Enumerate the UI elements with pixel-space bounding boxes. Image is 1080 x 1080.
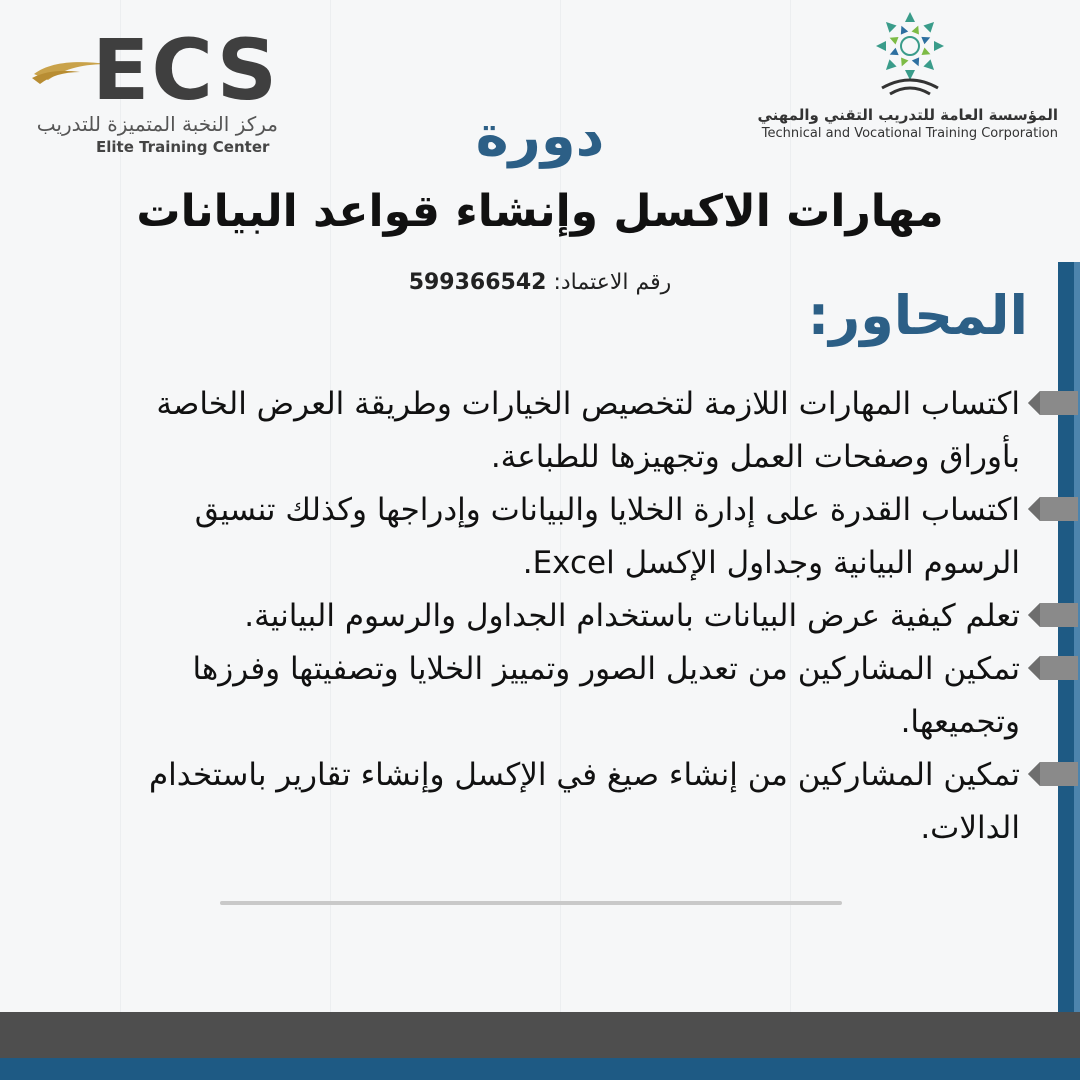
arrow-marker-icon — [1028, 495, 1078, 523]
footer-accent-band — [0, 1058, 1080, 1080]
course-title: مهارات الاكسل وإنشاء قواعد البيانات — [136, 186, 944, 237]
accreditation-label: رقم الاعتماد: — [553, 270, 672, 295]
list-item — [90, 590, 1020, 643]
divider — [220, 901, 842, 905]
tvtc-arabic-name: المؤسسة العامة للتدريب التقني والمهني — [757, 106, 1058, 124]
arrow-marker-icon — [1028, 654, 1078, 682]
accreditation-number: 599366542 — [408, 270, 547, 295]
list-item — [90, 484, 1020, 590]
axis-item-text: تمكين المشاركين من إنشاء صيغ في الإكسل وإنشاء تقارير باستخدام الدالات. — [148, 757, 1020, 846]
axes-list — [90, 378, 1020, 855]
arrow-marker-icon — [1028, 601, 1078, 629]
list-item — [90, 643, 1020, 749]
list-item — [90, 378, 1020, 484]
axis-item-text: اكتساب المهارات اللازمة لتخصيص الخيارات وطريقة العرض الخاصة بأوراق وصفحات العمل وتجهيزها للطباعة. — [156, 386, 1020, 475]
arrow-marker-icon — [1028, 760, 1078, 788]
footer-band — [0, 1012, 1080, 1062]
tvtc-emblem-icon — [868, 8, 952, 98]
tvtc-english-name: Technical and Vocational Training Corporation — [761, 126, 1058, 141]
axis-item-text: تعلم كيفية عرض البيانات باستخدام الجداول والرسوم البيانية. — [244, 598, 1020, 634]
axis-item-text: تمكين المشاركين من تعديل الصور وتمييز الخلايا وتصفيتها وفرزها وتجميعها. — [192, 651, 1020, 740]
ecs-wordmark: ECS — [92, 21, 280, 119]
ecs-arabic-name: مركز النخبة المتميزة للتدريب — [36, 112, 278, 136]
ecs-english-name: Elite Training Center — [96, 138, 270, 156]
course-label: دورة — [475, 104, 605, 169]
arrow-marker-icon — [1028, 389, 1078, 417]
axis-item-text: اكتساب القدرة على إدارة الخلايا والبيانات وإدراجها وكذلك تنسيق الرسوم البيانية وجداول الإكسل Excel. — [194, 492, 1020, 581]
axes-heading: المحاور: — [807, 284, 1028, 347]
list-item — [90, 749, 1020, 855]
